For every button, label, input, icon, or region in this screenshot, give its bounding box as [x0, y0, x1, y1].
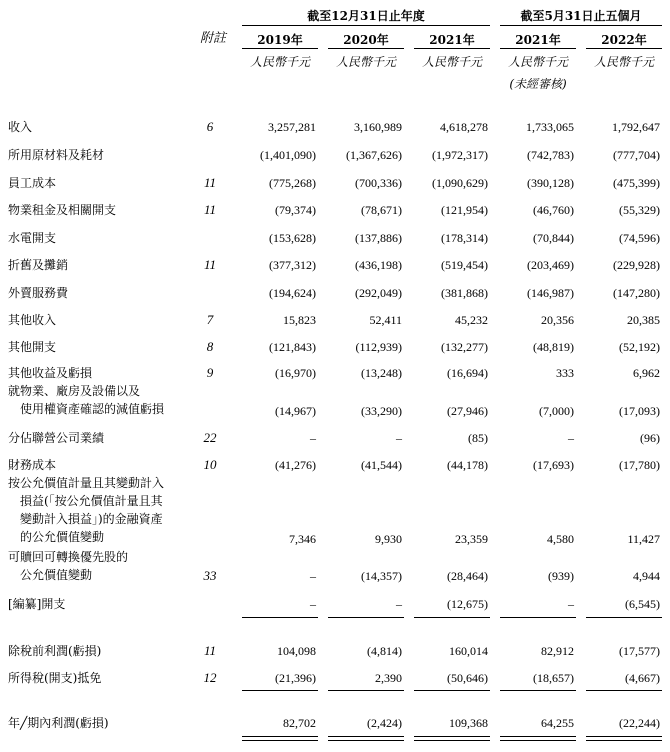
row-value: (777,704): [613, 148, 660, 162]
row-value: 4,944: [633, 569, 660, 583]
row-label: 所得稅(開支)抵免: [8, 671, 102, 685]
row-note: 10: [203, 457, 217, 472]
row-label-line4: 的公允價值變動: [20, 530, 105, 544]
year-header-4: 2021年: [515, 33, 561, 47]
row-value: 104,098: [277, 644, 316, 658]
row-note: 9: [206, 365, 214, 380]
row-value: (85): [468, 431, 488, 445]
row-value: 3,160,989: [354, 120, 402, 134]
subtotal-rule-3: [414, 617, 490, 618]
row-value: (203,469): [527, 258, 574, 272]
row-value: (48,819): [533, 340, 574, 354]
total-rule-1: [242, 690, 318, 691]
row-value: (153,628): [269, 231, 316, 245]
subtotal-rule-2: [328, 617, 404, 618]
row-value: 109,368: [449, 716, 488, 730]
unit-label-4: 人民幣千元: [507, 55, 568, 69]
row-note: 11: [203, 175, 217, 190]
row-value: (1,367,626): [346, 148, 402, 162]
row-label-line2: 損益(「按公允價值計量且其: [20, 494, 163, 508]
five-months-group-header: 截至5月31日止五個月: [520, 9, 642, 23]
row-value: (17,780): [619, 458, 660, 472]
row-value: (41,544): [361, 458, 402, 472]
row-label: 折舊及攤銷: [8, 258, 69, 272]
row-label: 年╱期內利潤(虧損): [8, 716, 109, 730]
row-value: 52,411: [369, 313, 402, 327]
row-value: (70,844): [533, 231, 574, 245]
row-value: –: [310, 597, 316, 611]
row-value: (46,760): [533, 203, 574, 217]
row-label: 除稅前利潤(虧損): [8, 644, 102, 658]
row-value: (33,290): [361, 404, 402, 418]
note-column-header: 附註: [200, 31, 227, 46]
row-value: (2,424): [367, 716, 402, 730]
row-value: (79,374): [275, 203, 316, 217]
year-rule-5: [586, 48, 662, 49]
row-value: 6,962: [633, 366, 660, 380]
row-value: (939): [548, 569, 574, 583]
row-value: (137,886): [355, 231, 402, 245]
row-value: (7,000): [539, 404, 574, 418]
row-value: –: [568, 597, 574, 611]
row-value: (700,336): [355, 176, 402, 190]
group-rule-year: [242, 25, 490, 26]
row-value: 15,823: [283, 313, 316, 327]
row-value: (112,939): [355, 340, 402, 354]
row-value: (6,545): [625, 597, 660, 611]
unit-label-5: 人民幣千元: [593, 55, 654, 69]
row-value: (1,972,317): [432, 148, 488, 162]
row-note: 11: [203, 643, 217, 658]
row-value: 1,733,065: [526, 120, 574, 134]
row-note: 8: [206, 339, 214, 354]
row-label-line3: 變動計入損益」)的金融資產: [20, 512, 163, 526]
row-value: (775,268): [269, 176, 316, 190]
row-value: (28,464): [447, 569, 488, 583]
year-end-group-header: 截至12月31日止年度: [307, 9, 425, 23]
year-header-3: 2021年: [429, 33, 475, 47]
row-value: (17,693): [533, 458, 574, 472]
row-value: (146,987): [527, 286, 574, 300]
row-value: 64,255: [541, 716, 574, 730]
subtotal-rule-4: [500, 617, 576, 618]
row-note: 6: [206, 119, 214, 134]
year-header-1: 2019年: [257, 33, 303, 47]
row-value: (178,314): [441, 231, 488, 245]
row-label: 按公允價值計量且其變動計入: [8, 476, 165, 490]
row-value: 82,912: [541, 644, 574, 658]
unit-label-3: 人民幣千元: [421, 55, 482, 69]
row-value: 82,702: [283, 716, 316, 730]
row-value: (390,128): [527, 176, 574, 190]
row-value: (27,946): [447, 404, 488, 418]
unit-label-1: 人民幣千元: [249, 55, 310, 69]
row-label: 所用原材料及耗材: [8, 148, 105, 162]
row-value: (78,671): [361, 203, 402, 217]
row-value: (1,401,090): [260, 148, 316, 162]
row-label: 財務成本: [8, 458, 57, 472]
row-value: (50,646): [447, 671, 488, 685]
row-value: (52,192): [619, 340, 660, 354]
row-value: 45,232: [455, 313, 488, 327]
row-value: 9,930: [375, 532, 402, 546]
row-value: 20,356: [541, 313, 574, 327]
row-value: (74,596): [619, 231, 660, 245]
total-rule-2: [328, 690, 404, 691]
row-value: (12,675): [447, 597, 488, 611]
row-label: 員工成本: [8, 176, 57, 190]
row-label: 水電開支: [8, 231, 57, 245]
row-note: 22: [203, 430, 217, 445]
row-value: 23,359: [455, 532, 488, 546]
row-note: 12: [203, 670, 217, 685]
row-value: (194,624): [269, 286, 316, 300]
row-value: (519,454): [441, 258, 488, 272]
row-value: (742,783): [527, 148, 574, 162]
row-value: –: [396, 597, 402, 611]
row-value: (16,694): [447, 366, 488, 380]
row-value: –: [568, 431, 574, 445]
row-note: 11: [203, 257, 217, 272]
row-value: (22,244): [619, 716, 660, 730]
unaudited-label: (未經審核): [509, 77, 567, 91]
row-value: (121,843): [269, 340, 316, 354]
year-rule-2: [328, 48, 404, 49]
subtotal-rule-5: [586, 617, 662, 618]
double-rule-5: [586, 736, 662, 741]
row-value: 2,390: [375, 671, 402, 685]
row-value: (229,928): [613, 258, 660, 272]
row-label: 收入: [8, 120, 33, 134]
row-value: (4,814): [367, 644, 402, 658]
row-value: (475,399): [613, 176, 660, 190]
row-value: (132,277): [441, 340, 488, 354]
year-header-5: 2022年: [601, 33, 647, 47]
row-label: 其他開支: [8, 340, 57, 354]
row-value: 20,385: [627, 313, 660, 327]
row-label: 其他收入: [8, 313, 57, 327]
year-rule-4: [500, 48, 576, 49]
row-value: 4,580: [547, 532, 574, 546]
row-value: 7,346: [289, 532, 316, 546]
total-rule-5: [586, 690, 662, 691]
row-value: (55,329): [619, 203, 660, 217]
row-value: (14,357): [361, 569, 402, 583]
row-value: (147,280): [613, 286, 660, 300]
total-rule-4: [500, 690, 576, 691]
row-value: (121,954): [441, 203, 488, 217]
row-note: 11: [203, 202, 217, 217]
row-value: (436,198): [355, 258, 402, 272]
row-label: 其他收益及虧損: [8, 366, 93, 380]
row-label: 物業租金及相關開支: [8, 203, 117, 217]
year-header-2: 2020年: [343, 33, 389, 47]
unit-label-2: 人民幣千元: [335, 55, 396, 69]
row-note: 7: [206, 312, 214, 327]
row-value: –: [396, 431, 402, 445]
total-rule-3: [414, 690, 490, 691]
group-rule-five-months: [500, 25, 662, 26]
double-rule-4: [500, 736, 576, 741]
row-label-line2: 公允價值變動: [20, 568, 93, 582]
row-label: 外賣服務費: [8, 286, 69, 300]
row-value: (14,967): [275, 404, 316, 418]
row-value: (17,577): [619, 644, 660, 658]
row-value: (4,667): [625, 671, 660, 685]
double-rule-1: [242, 736, 318, 741]
double-rule-2: [328, 736, 404, 741]
row-value: (18,657): [533, 671, 574, 685]
row-value: 1,792,647: [612, 120, 660, 134]
row-value: (13,248): [361, 366, 402, 380]
row-value: (292,049): [355, 286, 402, 300]
row-label: 可贖回可轉換優先股的: [8, 550, 129, 564]
year-rule-3: [414, 48, 490, 49]
row-value: 333: [556, 366, 574, 380]
row-value: 4,618,278: [440, 120, 488, 134]
row-value: (21,396): [275, 671, 316, 685]
year-rule-1: [242, 48, 318, 49]
row-value: 160,014: [449, 644, 488, 658]
subtotal-rule-1: [242, 617, 318, 618]
row-value: (16,970): [275, 366, 316, 380]
row-label-line2: 使用權資產確認的減值虧損: [20, 402, 165, 416]
row-value: (377,312): [269, 258, 316, 272]
row-value: (44,178): [447, 458, 488, 472]
row-note: 33: [203, 568, 217, 583]
row-value: (17,093): [619, 404, 660, 418]
row-value: –: [310, 431, 316, 445]
double-rule-3: [414, 736, 490, 741]
row-label: [編纂]開支: [8, 597, 66, 611]
row-value: (96): [640, 431, 660, 445]
row-value: (1,090,629): [432, 176, 488, 190]
row-value: 3,257,281: [268, 120, 316, 134]
row-value: (381,868): [441, 286, 488, 300]
row-label: 分佔聯營公司業績: [8, 431, 105, 445]
row-value: (41,276): [275, 458, 316, 472]
row-value: 11,427: [627, 532, 660, 546]
row-label: 就物業、廠房及設備以及: [8, 384, 141, 398]
row-value: –: [310, 569, 316, 583]
